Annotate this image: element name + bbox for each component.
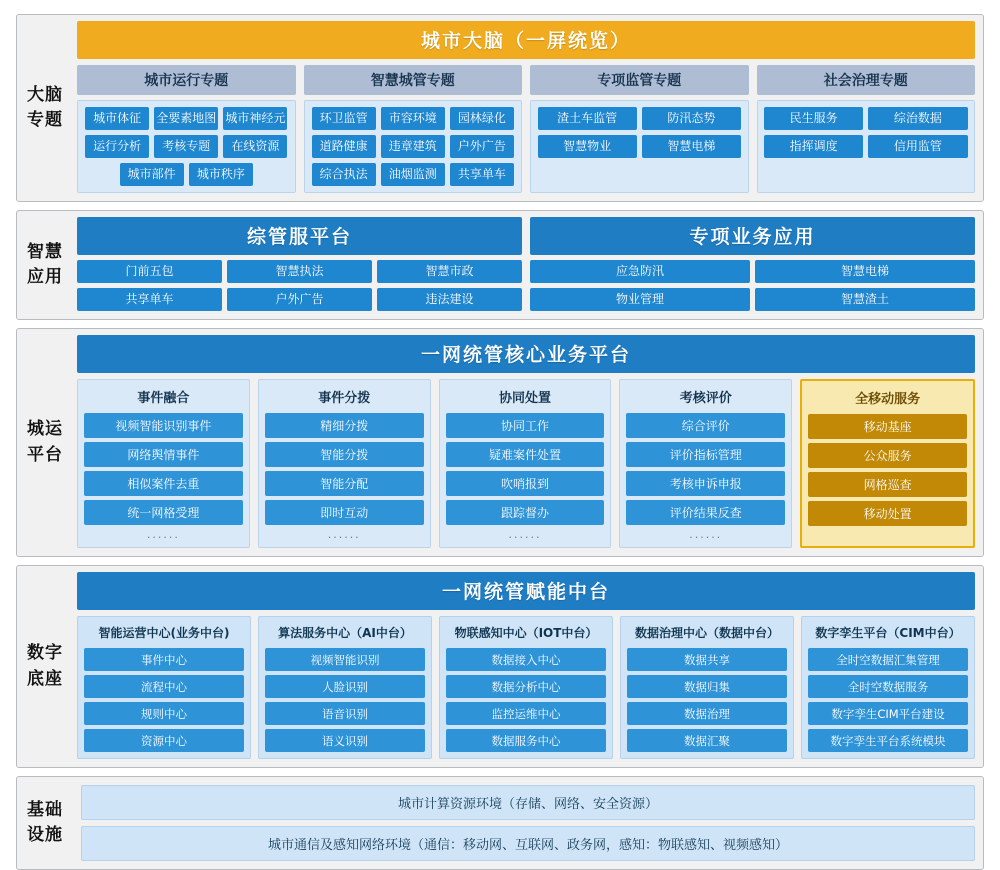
core-item[interactable]: 智能分拨: [265, 442, 424, 467]
core-column-event-dispatch: [258, 379, 431, 548]
base-column-algorithm-service-center: [258, 616, 432, 759]
chip-item[interactable]: 综治数据: [868, 107, 967, 130]
core-item[interactable]: 综合评价: [626, 413, 785, 438]
core-item[interactable]: 统一网格受理: [84, 500, 243, 525]
core-label-top: 城运: [27, 419, 63, 439]
base-item[interactable]: 数据治理: [627, 702, 787, 725]
infra-label-top: 基础: [27, 799, 63, 820]
core-column-title: 事件融合: [137, 391, 190, 406]
base-item[interactable]: 全时空数据汇集管理: [808, 648, 968, 671]
column-header: 社会治理专题: [757, 65, 976, 95]
chip-item[interactable]: 运行分析: [85, 135, 149, 158]
chip-item[interactable]: 违法建设: [377, 288, 522, 311]
base-item[interactable]: 数据分析中心: [446, 675, 606, 698]
chip-item[interactable]: 物业管理: [530, 288, 750, 311]
chip-item[interactable]: 智慧电梯: [755, 260, 975, 283]
smart-columns: [77, 217, 975, 311]
chip-item[interactable]: 智慧渣土: [755, 288, 975, 311]
core-item[interactable]: 协同工作: [446, 413, 605, 438]
chip-item[interactable]: 户外广告: [227, 288, 372, 311]
brain-column-smart-city-management: [304, 65, 523, 193]
chip-item[interactable]: 应急防汛: [530, 260, 750, 283]
chip-item[interactable]: 油烟监测: [381, 163, 445, 186]
core-item[interactable]: 相似案件去重: [84, 471, 243, 496]
core-item[interactable]: 移动基座: [808, 414, 967, 439]
base-column-title: 物联感知中心（IOT中台）: [454, 626, 598, 640]
core-column-title: 全移动服务: [855, 392, 921, 407]
base-item[interactable]: 数据归集: [627, 675, 787, 698]
core-column-event-fusion: [77, 379, 250, 548]
core-column-collaborative-handling: [439, 379, 612, 548]
chip-item[interactable]: 考核专题: [154, 135, 218, 158]
infra-section-label: [17, 777, 73, 869]
base-item[interactable]: 数据接入中心: [446, 648, 606, 671]
core-item[interactable]: 精细分拨: [265, 413, 424, 438]
base-item[interactable]: 规则中心: [84, 702, 244, 725]
chip-item[interactable]: 道路健康: [312, 135, 376, 158]
core-more-dots: ......: [508, 528, 542, 541]
base-column-title: 数字孪生平台（CIM中台）: [815, 626, 961, 640]
base-item[interactable]: 数据共享: [627, 648, 787, 671]
chip-item[interactable]: 户外广告: [450, 135, 514, 158]
chip-item[interactable]: 共享单车: [450, 163, 514, 186]
core-columns: [77, 379, 975, 548]
column-header: 城市运行专题: [77, 65, 296, 95]
base-item[interactable]: 数字孪生CIM平台建设: [808, 702, 968, 725]
base-column-data-governance-center: [620, 616, 794, 759]
base-column-title: 智能运营中心(业务中台): [98, 626, 230, 640]
core-title: 一网统管核心业务平台: [77, 335, 975, 373]
infra-label-bottom: 设施: [27, 825, 63, 845]
core-item[interactable]: 评价指标管理: [626, 442, 785, 467]
core-column-full-mobile-service: [800, 379, 975, 548]
chip-item[interactable]: 智慧物业: [538, 135, 637, 158]
smart-right-title: 专项业务应用: [530, 217, 975, 255]
base-label-bottom: 底座: [27, 668, 63, 689]
core-column-title: 考核评价: [679, 391, 732, 406]
core-more-dots: ......: [689, 528, 723, 541]
core-item[interactable]: 吹哨报到: [446, 471, 605, 496]
chip-item[interactable]: 指挥调度: [764, 135, 863, 158]
smart-left-title: 综管服平台: [77, 217, 522, 255]
core-item[interactable]: 评价结果反查: [626, 500, 785, 525]
chip-item[interactable]: 智慧执法: [227, 260, 372, 283]
chip-item[interactable]: 园林绿化: [450, 107, 514, 130]
core-more-dots: ......: [146, 528, 180, 541]
smart-left-items: [77, 260, 522, 311]
chip-item[interactable]: 信用监管: [868, 135, 967, 158]
brain-label-top: 大脑: [27, 84, 63, 105]
base-column-iot-perception-center: [439, 616, 613, 759]
brain-label-bottom: 专题: [27, 110, 63, 130]
core-item[interactable]: 网络舆情事件: [84, 442, 243, 467]
infrastructure-section: [16, 776, 984, 870]
core-column-title: 事件分拨: [318, 391, 371, 406]
core-item[interactable]: 智能分配: [265, 471, 424, 496]
core-item[interactable]: 移动处置: [808, 501, 967, 526]
chip-item[interactable]: 环卫监管: [312, 107, 376, 130]
base-section-body: [73, 566, 983, 767]
brain-section-label: [17, 15, 73, 201]
base-column-intelligent-operation-center: [77, 616, 251, 759]
chip-item[interactable]: 城市体征: [85, 107, 149, 130]
brain-column-special-supervision: [530, 65, 749, 193]
base-item[interactable]: 数据汇聚: [627, 729, 787, 752]
base-item[interactable]: 全时空数据服务: [808, 675, 968, 698]
core-item[interactable]: 视频智能识别事件: [84, 413, 243, 438]
column-items: [77, 100, 296, 193]
chip-item[interactable]: 门前五包: [77, 260, 222, 283]
base-item[interactable]: 监控运维中心: [446, 702, 606, 725]
brain-column-city-operation: [77, 65, 296, 193]
chip-item[interactable]: 城市部件: [120, 163, 184, 186]
base-item[interactable]: 事件中心: [84, 648, 244, 671]
base-item[interactable]: 资源中心: [84, 729, 244, 752]
core-column-title: 协同处置: [498, 391, 551, 406]
chip-item[interactable]: 民生服务: [764, 107, 863, 130]
core-section-label: [17, 329, 73, 556]
chip-item[interactable]: 智慧市政: [377, 260, 522, 283]
base-item[interactable]: 视频智能识别: [265, 648, 425, 671]
column-items: [530, 100, 749, 193]
chip-item[interactable]: 违章建筑: [381, 135, 445, 158]
core-item[interactable]: 考核申诉申报: [626, 471, 785, 496]
base-item[interactable]: 人脸识别: [265, 675, 425, 698]
chip-item[interactable]: 渣土车监管: [538, 107, 637, 130]
smart-section-body: [73, 211, 983, 319]
brain-column-social-governance: [757, 65, 976, 193]
core-item[interactable]: 网格巡查: [808, 472, 967, 497]
infra-section-body: [73, 777, 983, 869]
brain-section-body: [73, 15, 983, 201]
core-more-dots: [808, 530, 967, 542]
column-items: [304, 100, 523, 193]
core-item[interactable]: 公众服务: [808, 443, 967, 468]
smart-platform-special-business: [530, 217, 975, 311]
core-section-body: [73, 329, 983, 556]
base-item[interactable]: 数据服务中心: [446, 729, 606, 752]
base-title: 一网统管赋能中台: [77, 572, 975, 610]
core-column-assessment-evaluation: [619, 379, 792, 548]
brain-columns: [77, 65, 975, 193]
base-item[interactable]: 数字孪生平台系统模块: [808, 729, 968, 752]
brain-title: 城市大脑（一屏统览）: [77, 21, 975, 59]
chip-item[interactable]: 防汛态势: [642, 107, 741, 130]
core-item[interactable]: 跟踪督办: [446, 500, 605, 525]
chip-item[interactable]: 市容环境: [381, 107, 445, 130]
chip-item[interactable]: 智慧电梯: [642, 135, 741, 158]
base-column-title: 算法服务中心（AI中台）: [278, 626, 412, 640]
core-more-dots: ......: [327, 528, 361, 541]
core-label-bottom: 平台: [27, 444, 63, 465]
smart-section-label: [17, 211, 73, 319]
base-item[interactable]: 语音识别: [265, 702, 425, 725]
smart-right-items: [530, 260, 975, 311]
base-column-title: 数据治理中心（数据中台）: [634, 626, 779, 640]
column-items: [757, 100, 976, 193]
core-platform-section: [16, 328, 984, 557]
chip-item[interactable]: 综合执法: [312, 163, 376, 186]
base-label-top: 数字: [27, 643, 63, 663]
chip-item[interactable]: 在线资源: [223, 135, 287, 158]
smart-application-section: [16, 210, 984, 320]
base-item[interactable]: 语义识别: [265, 729, 425, 752]
infra-row-network[interactable]: 城市通信及感知网络环境（通信：移动网、互联网、政务网，感知：物联感知、视频感知）: [81, 826, 975, 861]
chip-item[interactable]: 城市秩序: [189, 163, 253, 186]
core-item[interactable]: 即时互动: [265, 500, 424, 525]
base-column-digital-twin-platform: [801, 616, 975, 759]
digital-base-section: [16, 565, 984, 768]
smart-label-top: 智慧: [27, 241, 63, 262]
column-header: 智慧城管专题: [304, 65, 523, 95]
base-columns: [77, 616, 975, 759]
smart-label-bottom: 应用: [27, 267, 63, 287]
infra-row-computing[interactable]: 城市计算资源环境（存储、网络、安全资源）: [81, 785, 975, 820]
brain-section: [16, 14, 984, 202]
core-item[interactable]: 疑难案件处置: [446, 442, 605, 467]
chip-item[interactable]: 全要素地图: [154, 107, 218, 130]
chip-item[interactable]: 共享单车: [77, 288, 222, 311]
base-section-label: [17, 566, 73, 767]
base-item[interactable]: 流程中心: [84, 675, 244, 698]
column-header: 专项监管专题: [530, 65, 749, 95]
smart-platform-comprehensive: [77, 217, 522, 311]
chip-item[interactable]: 城市神经元: [223, 107, 287, 130]
